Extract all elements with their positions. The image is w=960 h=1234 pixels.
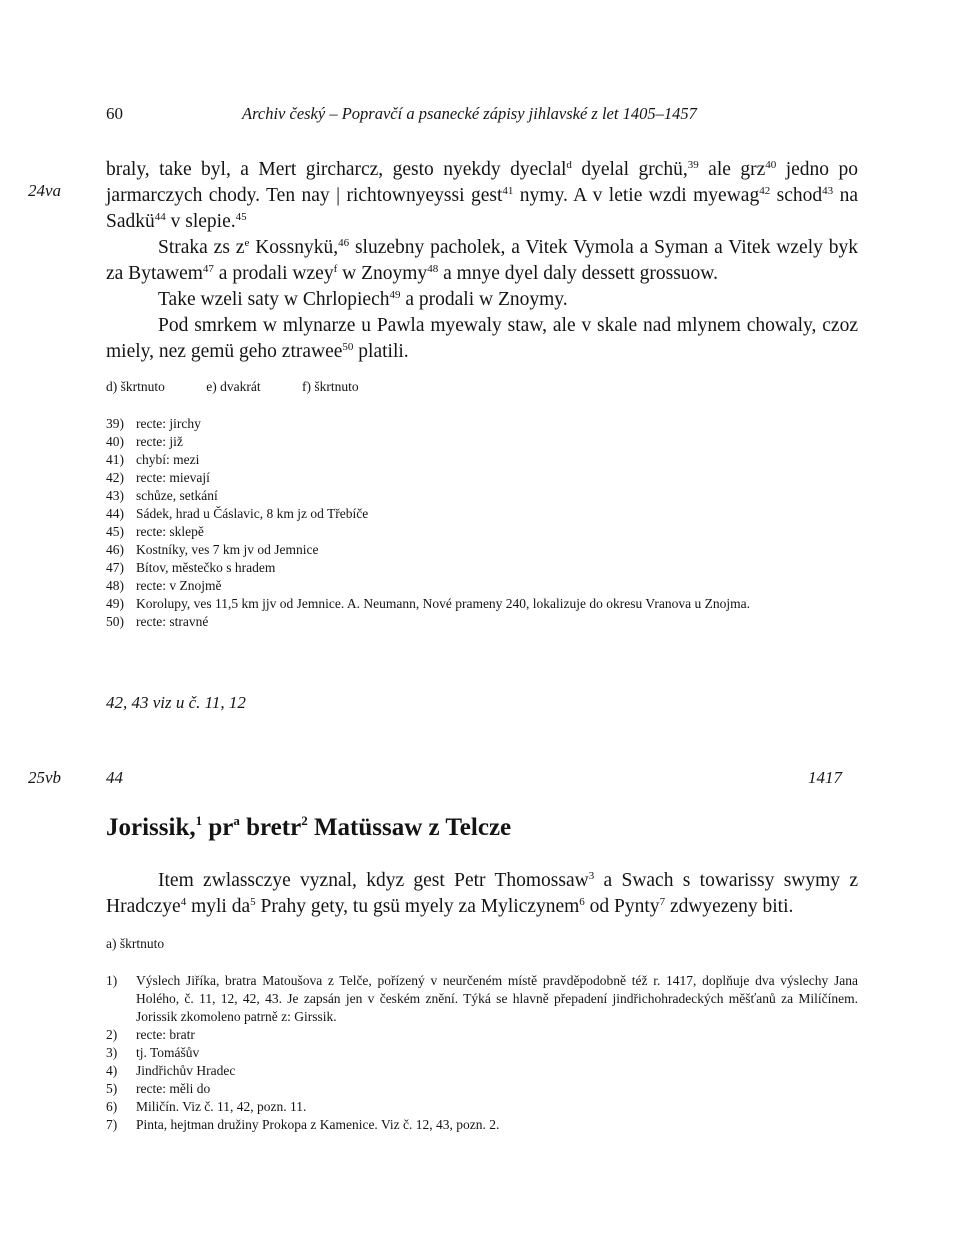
- paragraph: braly, take byl, a Mert gircharcz, gesto nyekdy dyeclal$^d$ dyelal grchü,$^{39}$ ale grz$^{40}$ jedno po jarmarczych chody. Ten nay | richtownyeyssi gest$^{41}$ nymy. A v letie wzdi myewag$^{42}$ schod$^{43}$ na Sadkü$^{44}$ v slepie.$^{45}$: [106, 159, 858, 232]
- footnotes: [106, 972, 858, 1134]
- footnote: 40) recte: již: [106, 434, 183, 449]
- footnote: 48) recte: v Znojmě: [106, 578, 222, 593]
- footnote: 44) Sádek, hrad u Čáslavic, 8 km jz od Třebíče: [106, 506, 369, 521]
- cross-reference: 42, 43 viz u č. 11, 12: [106, 693, 246, 712]
- footnote: 5) recte: měli do: [106, 1081, 211, 1096]
- paragraph: Pod smrkem w mlynarze u Pawla myewaly staw, ale v skale nad mlynem chowaly, czoz miely, nez gemü geho ztrawee$^{50}$ platili.: [106, 315, 858, 362]
- footnote: 1) Výslech Jiříka, bratra Matoušova z Telče, pořízený v neurčeném místě pravděpodobně též r. 1417, doplňuje dva výslechy Jana Holého, č. 11, 12, 42, 43. Je zapsán jen v českém znění. Týká se hlavně přepadení jindřichohradeckých měšťanů za Milíčínem. Jorissik zkomoleno patrně z: Girssik.: [106, 973, 858, 1024]
- footnote: 3) tj. Tomášův: [106, 1045, 200, 1060]
- text-critical-notes: [106, 379, 397, 395]
- entry-title: Jorissik,$^1$ $pr^a$ bretr$^2$ Matüssaw z Telcze: [106, 813, 512, 841]
- page-number: 60: [106, 104, 123, 123]
- footnote: 46) Kostníky, ves 7 km jv od Jemnice: [106, 542, 319, 557]
- footnote: 50) recte: stravné: [106, 614, 209, 629]
- footnote: 4) Jindřichův Hradec: [106, 1063, 236, 1078]
- footnote: 41) chybí: mezi: [106, 452, 200, 467]
- footnote: 2) recte: bratr: [106, 1027, 195, 1042]
- footnote: 49) Korolupy, ves 11,5 km jjv od Jemnice. A. Neumann, Nové prameny 240, lokalizuje do okresu Vranova u Znojma.: [106, 596, 750, 611]
- footnote: 7) Pinta, hejtman družiny Prokopa z Kamenice. Viz č. 12, 43, pozn. 2.: [106, 1117, 500, 1132]
- footnote: 39) recte: jirchy: [106, 416, 201, 431]
- folio-note: 24va: [28, 181, 62, 200]
- paragraph: Straka zs $z^e$ Kossnykü,$^{46}$ sluzebny pacholek, a Vitek Vymola a Syman a Vitek wzely byk za Bytawem$^{47}$ a prodali wzey$^f$ w Znoymy$^{48}$ a mnye dyel daly dessett grossuow.: [106, 237, 858, 284]
- running-title: Archiv český – Popravčí a psanecké zápisy jihlavské z let 1405–1457: [242, 104, 697, 123]
- page-header: [106, 104, 858, 130]
- footnote: 43) schůze, setkání: [106, 488, 218, 503]
- folio-note: 25vb: [28, 768, 62, 787]
- footnote: 45) recte: sklepě: [106, 524, 204, 539]
- footnote: 6) Miličín. Viz č. 11, 42, pozn. 11.: [106, 1099, 307, 1114]
- entry-text: [106, 157, 858, 365]
- footnote: 47) Bítov, městečko s hradem: [106, 560, 276, 575]
- paragraph: Take wzeli saty w Chrlopiech$^{49}$ a prodali w Znoymy.: [158, 289, 568, 310]
- entry-year: 1417: [808, 768, 842, 787]
- footnote: 42) recte: mievají: [106, 470, 210, 485]
- letter-note: f) škrtnuto: [301, 379, 359, 394]
- letter-note: d) škrtnuto: [106, 379, 165, 394]
- paragraph: Item zwlassczye vyznal, kdyz gest Petr Thomossaw$^3$ a Swach s towarissy swymy z Hradczye$^4$ myli $da^5$ Prahy gety, tu gsü myely za Myliczynem$^6$ od Pynty$^7$ zdwyezeny biti.: [106, 870, 858, 917]
- entry-text: [106, 868, 858, 920]
- text-critical-notes: [106, 936, 202, 952]
- footnotes: [106, 415, 858, 631]
- entry-number: 44: [106, 768, 123, 787]
- letter-note: e) dvakrát: [206, 379, 261, 394]
- letter-note: a) škrtnuto: [106, 936, 165, 951]
